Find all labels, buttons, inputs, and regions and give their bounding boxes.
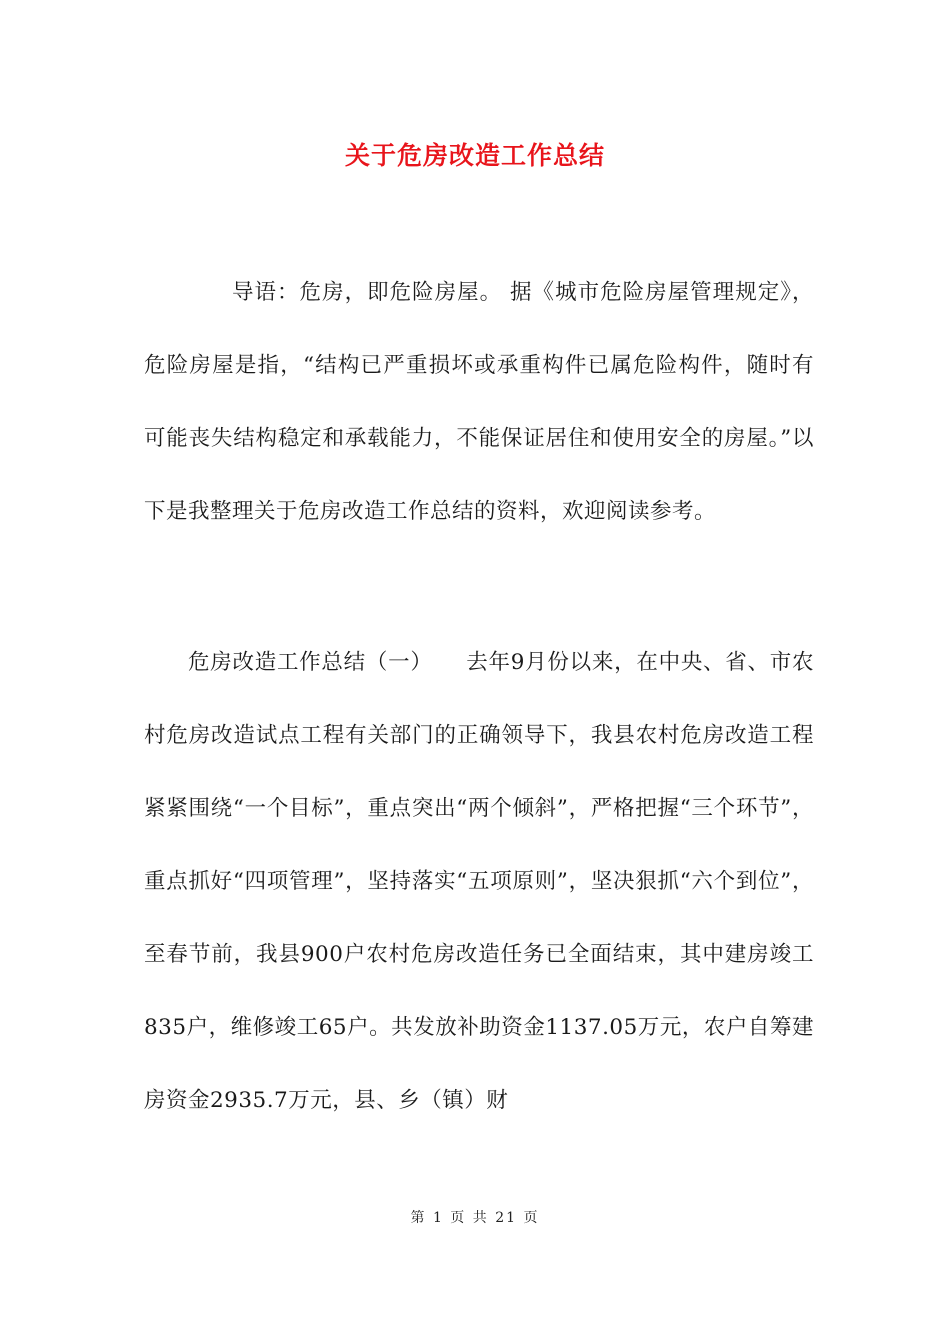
- document-title: 关于危房改造工作总结: [344, 141, 605, 170]
- page-number-footer: 第 1 页 共 21 页: [410, 1210, 540, 1226]
- intro-paragraph: 导语：危房，即危险房屋。 据《城市危险房屋管理规定》，危险房屋是指，“结构已严重损坏或承重构件已属危险构件，随时有可能丧失结构稳定和承载能力，不能保证居住和使用安全的房屋。”以下是我整理关于危房改造工作总结的资料，欢迎阅读参考。: [144, 280, 814, 524]
- body-paragraph: 危房改造工作总结（一） 去年9月份以来，在中央、省、市农村危房改造试点工程有关部门的正确领导下，我县农村危房改造工程紧紧围绕“一个目标”，重点突出“两个倾斜”，严格把握“三个环节”，重点抓好“四项管理”，坚持落实“五项原则”，坚决狠抓“六个到位”，至春节前，我县900户农村危房改造任务已全面结束，其中建房竣工835户，维修竣工65户。共发放补助资金1137.05万元，农户自筹建房资金2935.7万元，县、乡（镇）财: [144, 650, 814, 1113]
